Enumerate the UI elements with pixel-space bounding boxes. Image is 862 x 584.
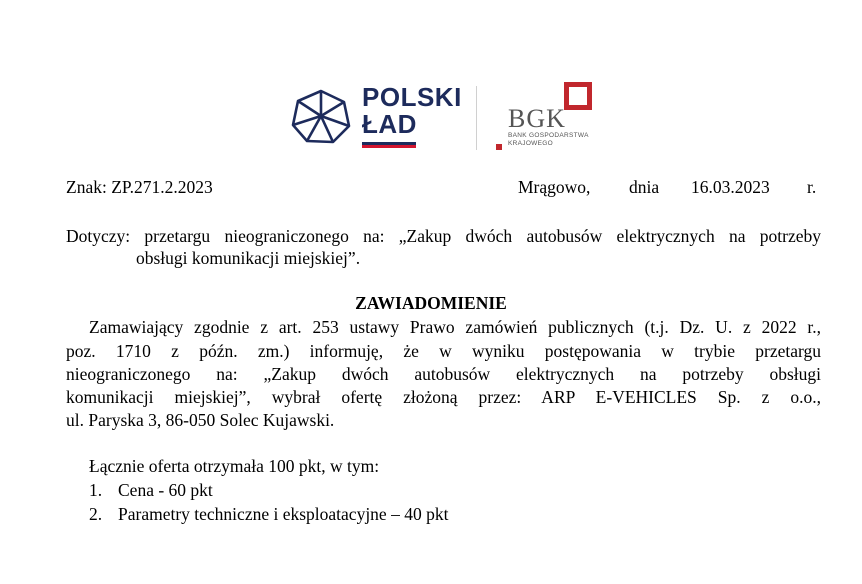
reference-number: Znak: ZP.271.2.2023 bbox=[66, 177, 213, 197]
city: Mrągowo, bbox=[518, 177, 591, 197]
polski-lad-stripes bbox=[362, 142, 416, 148]
subject-line1: Dotyczy: przetargu nieograniczonego na: „Zakup dwóch autobusów elektrycznych na potrzeby bbox=[66, 226, 821, 246]
logo-divider bbox=[476, 86, 477, 150]
bgk-wordmark: BGK bbox=[508, 104, 566, 133]
notice-line-3: nieograniczonego na: „Zakup dwóch autobusów elektrycznych na potrzeby obsługi bbox=[66, 364, 821, 384]
notice-title: ZAWIADOMIENIE bbox=[355, 293, 507, 313]
date-word: dnia bbox=[629, 177, 660, 197]
year-suffix: r. bbox=[807, 177, 817, 197]
score-item-1-text: Cena - 60 pkt bbox=[118, 480, 213, 500]
polski-lad-line2: ŁAD bbox=[362, 109, 417, 139]
polski-lad-wordmark bbox=[362, 84, 462, 138]
polski-lad-line1: POLSKI bbox=[362, 82, 462, 112]
bgk-square-icon bbox=[564, 82, 592, 110]
subject-line2: obsługi komunikacji miejskiej”. bbox=[136, 248, 361, 268]
notice-line-1: Zamawiający zgodnie z art. 253 ustawy Prawo zamówień publicznych (t.j. Dz. U. z 2022 r., bbox=[89, 317, 821, 337]
polski-lad-logo bbox=[290, 84, 460, 150]
date: 16.03.2023 bbox=[691, 177, 770, 197]
bgk-sub-line2: KRAJOWEGO bbox=[508, 140, 553, 147]
bgk-subtitle bbox=[508, 132, 589, 148]
score-item-1-num: 1. bbox=[89, 480, 103, 500]
bgk-logo bbox=[496, 82, 606, 152]
bgk-dot-icon bbox=[496, 144, 502, 150]
score-intro: Łącznie oferta otrzymała 100 pkt, w tym: bbox=[89, 456, 380, 476]
notice-line-2: poz. 1710 z późn. zm.) informuję, że w wyniku postępowania w trybie przetargu bbox=[66, 341, 821, 361]
bgk-sub-line1: BANK GOSPODARSTWA bbox=[508, 132, 589, 139]
score-item-2-text: Parametry techniczne i eksploatacyjne – 40 pkt bbox=[118, 504, 449, 524]
notice-line-5: ul. Paryska 3, 86-050 Solec Kujawski. bbox=[66, 410, 335, 430]
notice-line-4: komunikacji miejskiej”, wybrał ofertę złożoną przez: ARP E-VEHICLES Sp. z o.o., bbox=[66, 387, 821, 407]
polski-lad-emblem-icon bbox=[290, 88, 352, 144]
score-item-2-num: 2. bbox=[89, 504, 103, 524]
